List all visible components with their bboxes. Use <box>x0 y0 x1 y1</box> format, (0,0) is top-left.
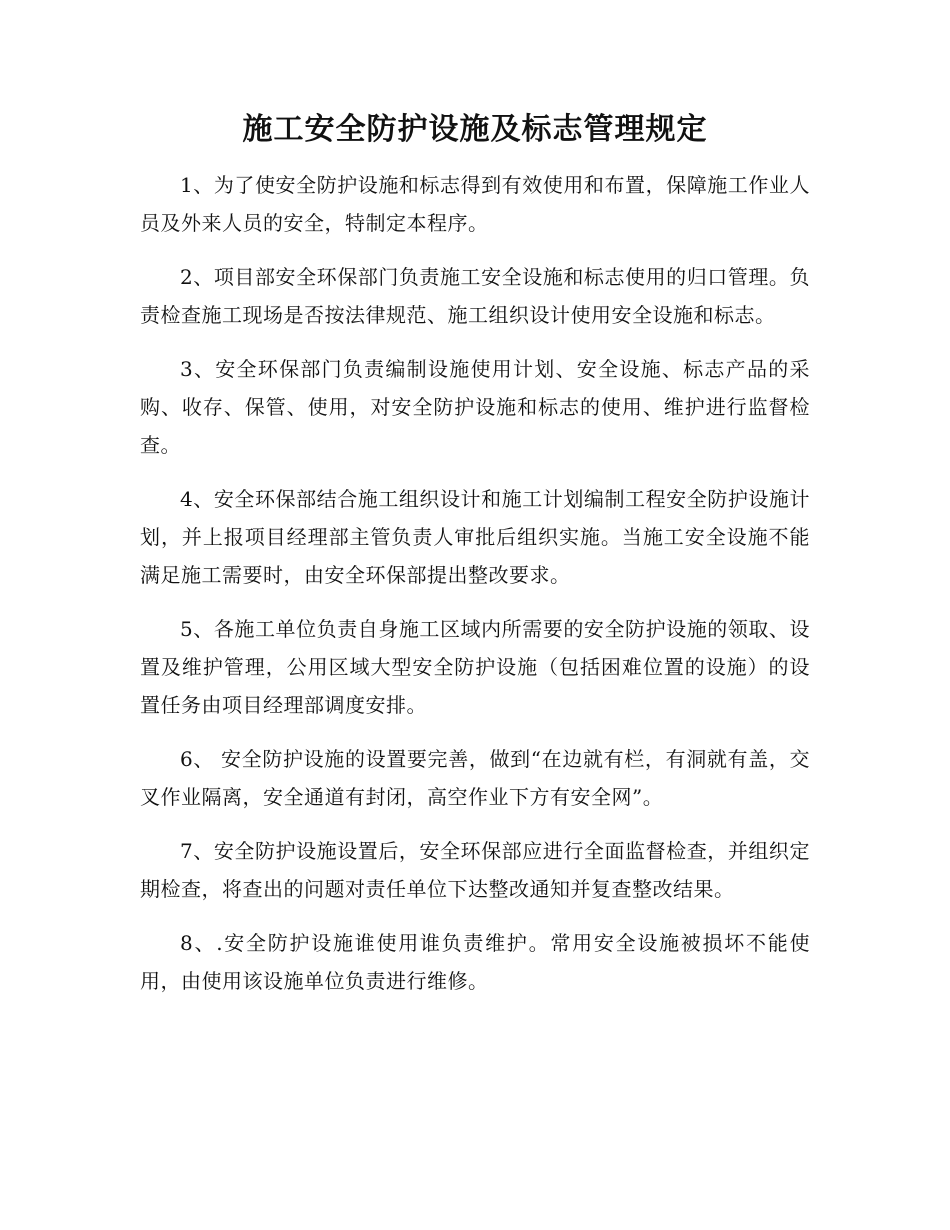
paragraph-1: 1、为了使安全防护设施和标志得到有效使用和布置，保障施工作业人员及外来人员的安全，特制定本程序。 <box>140 173 810 235</box>
document-body <box>140 166 810 1016</box>
paragraph-4: 4、安全环保部结合施工组织设计和施工计划编制工程安全防护设施计划，并上报项目经理部主管负责人审批后组织实施。当施工安全设施不能满足施工需要时，由安全环保部提出整改要求。 <box>140 487 810 587</box>
document-title: 施工安全防护设施及标志管理规定 <box>242 112 708 147</box>
paragraph-6: 6、 安全防护设施的设置要完善，做到“在边就有栏，有洞就有盖，交叉作业隔离，安全通道有封闭，高空作业下方有安全网”。 <box>140 747 810 809</box>
paragraph-8: 8、.安全防护设施谁使用谁负责维护。常用安全设施被损坏不能使用，由使用该设施单位负责进行维修。 <box>140 931 810 993</box>
paragraph-2: 2、项目部安全环保部门负责施工安全设施和标志使用的归口管理。负责检查施工现场是否按法律规范、施工组织设计使用安全设施和标志。 <box>140 265 810 327</box>
paragraph-3: 3、安全环保部门负责编制设施使用计划、安全设施、标志产品的采购、收存、保管、使用，对安全防护设施和标志的使用、维护进行监督检查。 <box>140 357 810 457</box>
paragraph-7: 7、安全防护设施设置后，安全环保部应进行全面监督检查，并组织定期检查，将查出的问题对责任单位下达整改通知并复查整改结果。 <box>140 839 810 901</box>
paragraph-5: 5、各施工单位负责自身施工区域内所需要的安全防护设施的领取、设置及维护管理，公用区域大型安全防护设施（包括困难位置的设施）的设置任务由项目经理部调度安排。 <box>140 617 810 717</box>
